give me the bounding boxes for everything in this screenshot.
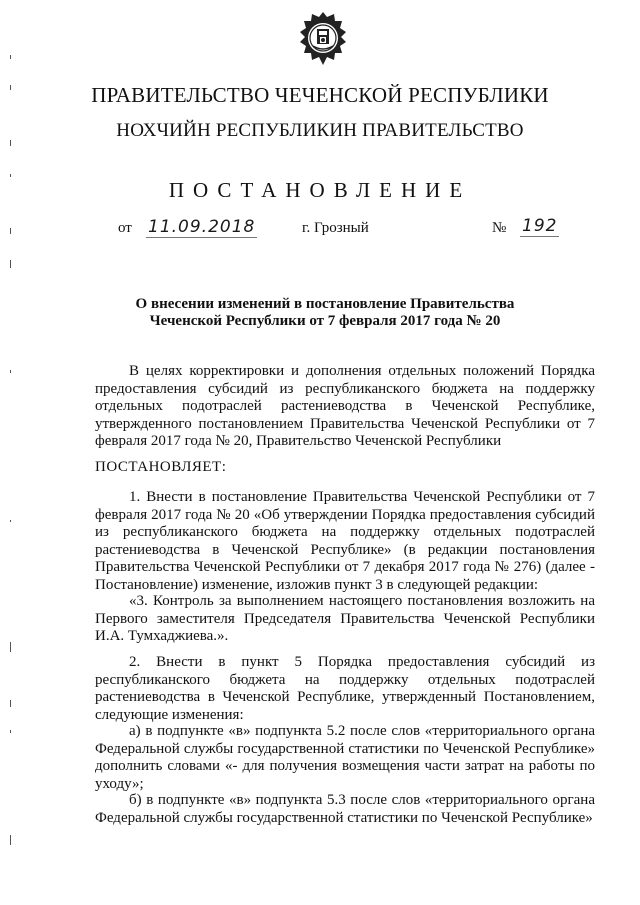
item-2-text: 2. Внести в пункт 5 Порядка предоставления субсидий из республиканского бюджета на поддержку отдельных подотраслей растениеводства в Чеченской Республике, утвержденный Постановлением, следующие изменения: [95,654,595,723]
subject-line-1: О внесении изменений в постановление Правительства [135,296,515,312]
government-title: ПРАВИТЕЛЬСТВО ЧЕЧЕНСКОЙ РЕСПУБЛИКИ [91,83,549,107]
handwritten-document-number: 192 [522,216,558,236]
item-1-quote-paragraph [95,593,595,646]
item-2b-paragraph [95,792,595,827]
scan-footer-line [150,862,410,864]
item-1-text: 1. Внести в постановление Правительства Чеченской Республики от 7 февраля 2017 года № 20 «Об утверждении Порядка предоставления субсидий из республиканского бюджета на поддержку отдельных подотраслей растениеводства в Чеченской Республике» (в редакции постановления Правительства Чеченской Республики от 7 декабря 2017 года № 276) (далее - Постановление) изменение, изложив пункт 3 в следующей редакции: [95,489,595,593]
preamble-paragraph [95,363,595,451]
number-label: № [492,220,507,236]
document-type-heading: ПОСТАНОВЛЕНИЕ [168,178,472,202]
coat-of-arms-emblem [296,10,350,68]
item-2a-paragraph [95,723,595,793]
preamble-text: В целях корректировки и дополнения отдельных положений Порядка предоставления субсидий из республиканского бюджета на поддержку отдельных подотраслей растениеводства в Чеченской Республике, утвержденного постановлением Правительства Чеченской Республики от 7 февраля 2017 года № 20, Правительство Чеченской Республики [95,363,595,449]
item-2b-text: б) в подпункте «в» подпункта 5.3 после слов «территориального органа Федеральной службы государственной статистики по Чеченской Республике» [95,792,595,826]
item-1-quote-text: «3. Контроль за выполнением настоящего постановления возложить на Первого заместителя Председателя Правительства Чеченской Республики И.А. Тумхаджиева.». [95,593,595,644]
scan-margin-marks [0,0,20,905]
handwritten-date: 11.09.2018 [148,217,256,237]
item-2-paragraph [95,654,595,724]
item-2a-text: а) в подпункте «в» подпункта 5.2 после слов «территориального органа Федеральной службы государственной статистики по Чеченской Республике» дополнить словами «- для получения возмещения части затрат на работы по уходу»; [95,723,595,792]
government-title-chechen: НОХЧИЙН РЕСПУБЛИКИН ПРАВИТЕЛЬСТВО [116,120,524,141]
date-label: от [118,220,132,236]
item-1-paragraph [95,489,595,594]
resolves-heading: ПОСТАНОВЛЯЕТ: [95,459,227,475]
subject-line-2: Чеченской Республики от 7 февраля 2017 года № 20 [149,313,501,329]
city-name: г. Грозный [302,220,369,236]
document-subject [110,296,540,330]
